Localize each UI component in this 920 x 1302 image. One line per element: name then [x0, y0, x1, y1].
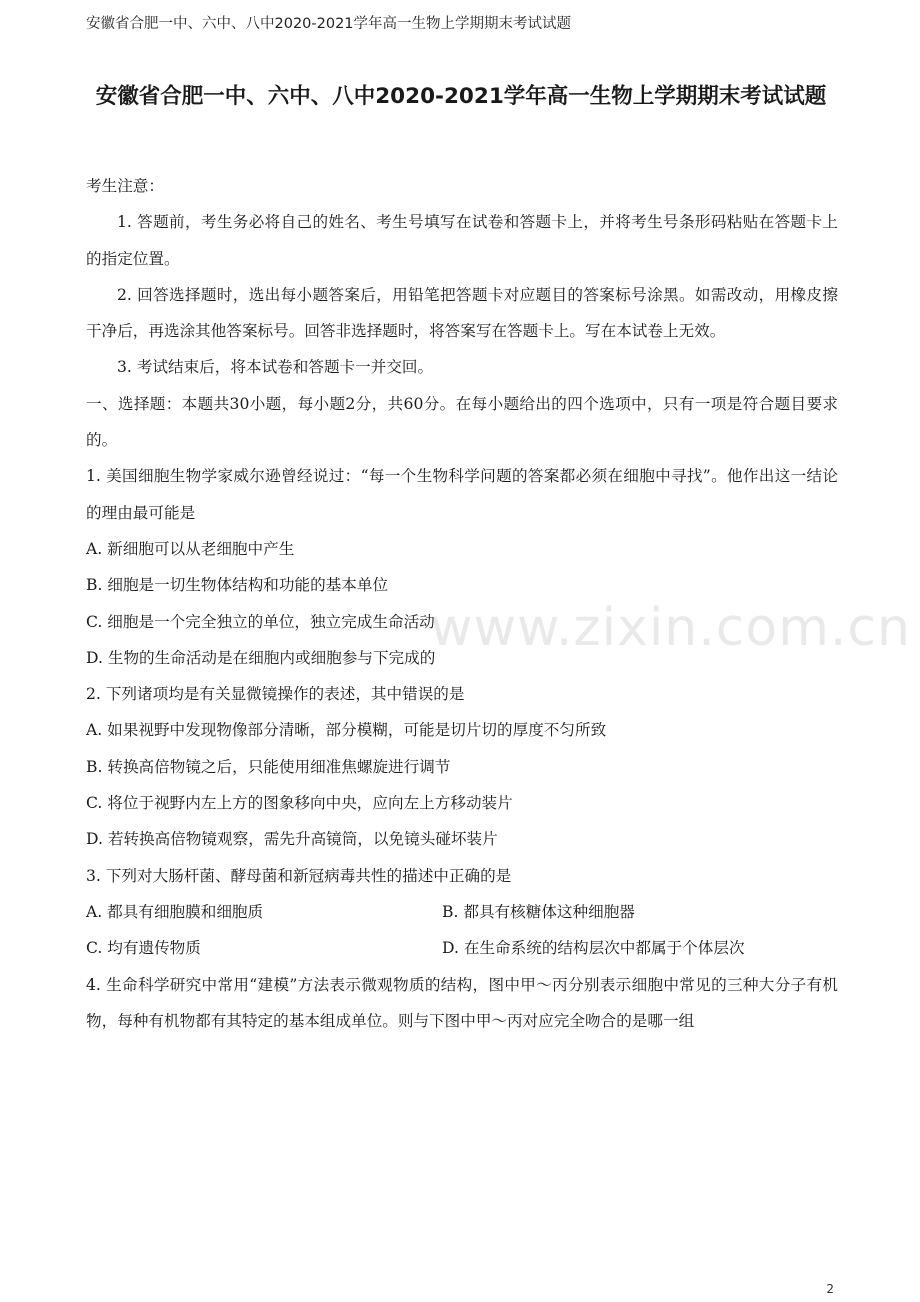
question-option: D. 若转换高倍物镜观察，需先升高镜筒，以免镜头碰坏装片 [86, 830, 498, 849]
question-option: B. 细胞是一切生物体结构和功能的基本单位 [86, 576, 389, 595]
question-stem: 1. 美国细胞生物学家威尔逊曾经说过：“每一个生物科学问题的答案都必须在细胞中寻找”。他作出这一结论的理由最可能是 [86, 467, 838, 522]
page-number: 2 [826, 1282, 834, 1296]
option-row [86, 894, 838, 930]
option-row [86, 930, 838, 966]
question-option: C. 细胞是一个完全独立的单位，独立完成生命活动 [86, 612, 435, 631]
section-heading: 一、选择题：本题共30小题，每小题2分，共60分。在每小题给出的四个选项中，只有一项是符合题目要求的。 [86, 394, 838, 450]
question-option: D. 生物的生命活动是在细胞内或细胞参与下完成的 [86, 648, 436, 667]
watermark: www.zixin.com.cn [430, 598, 911, 658]
document-body [86, 168, 838, 1039]
notice-heading: 考生注意： [86, 177, 164, 195]
question-stem: 4. 生命科学研究中常用“建模”方法表示微观物质的结构，图中甲～丙分别表示细胞中常见的三种大分子有机物，每种有机物都有其特定的基本组成单位。则与下图中甲～丙对应完全吻合的是哪一组 [86, 975, 838, 1030]
question-stem: 2. 下列诸项均是有关显微镜操作的表述，其中错误的是 [86, 685, 465, 704]
question-option: B. 转换高倍物镜之后，只能使用细准焦螺旋进行调节 [86, 757, 451, 776]
running-header: 安徽省合肥一中、六中、八中2020-2021学年高一生物上学期期末考试试题 [86, 16, 572, 32]
notice-item: 1. 答题前，考生务必将自己的姓名、考生号填写在试卷和答题卡上，并将考生号条形码粘贴在答题卡上的指定位置。 [86, 213, 838, 268]
question-option: B. 都具有核糖体这种细胞器 [442, 902, 635, 921]
question-option: C. 将位于视野内左上方的图象移向中央，应向左上方移动装片 [86, 794, 513, 813]
notice-item: 3. 考试结束后，将本试卷和答题卡一并交回。 [117, 358, 434, 377]
question-option: A. 新细胞可以从老细胞中产生 [86, 539, 295, 558]
question-stem: 3. 下列对大肠杆菌、酵母菌和新冠病毒共性的描述中正确的是 [86, 866, 512, 885]
document-title: 安徽省合肥一中、六中、八中2020-2021学年高一生物上学期期末考试试题 [95, 84, 827, 109]
question-option: A. 都具有细胞膜和细胞质 [86, 902, 264, 921]
notice-item: 2. 回答选择题时，选出每小题答案后，用铅笔把答题卡对应题目的答案标号涂黑。如需改动，用橡皮擦干净后，再选涂其他答案标号。回答非选择题时，将答案写在答题卡上。写在本试卷上无效。 [86, 285, 838, 341]
question-option: C. 均有遗传物质 [86, 939, 201, 958]
question-option: D. 在生命系统的结构层次中都属于个体层次 [442, 939, 745, 958]
question-option: A. 如果视野中发现物像部分清晰，部分模糊，可能是切片切的厚度不匀所致 [86, 721, 607, 740]
